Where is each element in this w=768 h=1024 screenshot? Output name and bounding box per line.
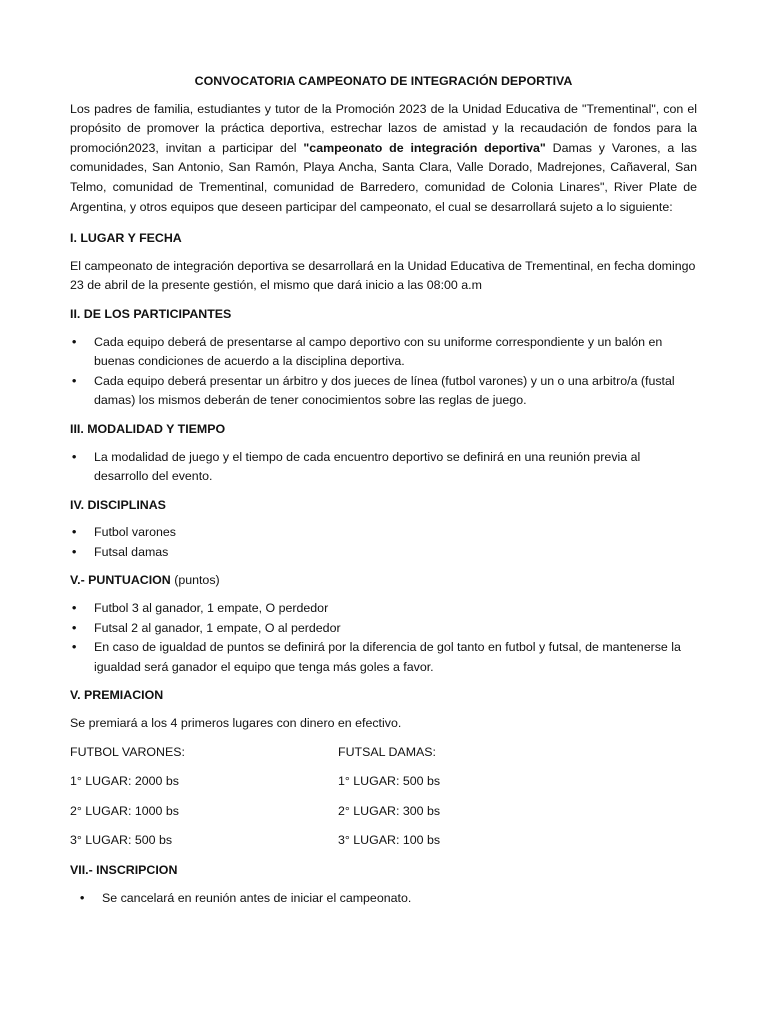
- list-item: • Futsal 2 al ganador, 1 empate, O al perdedor: [70, 619, 697, 639]
- list-item: • Futbol 3 al ganador, 1 empate, O perdedor: [70, 599, 697, 619]
- futbol-varones-header: FUTBOL VARONES:: [70, 744, 185, 759]
- list-item: • Se cancelará en reunión antes de iniciar el campeonato.: [70, 889, 697, 909]
- section-heading-disciplinas: IV. DISCIPLINAS: [70, 497, 166, 512]
- list-item: • Cada equipo deberá presentar un árbitro y dos jueces de línea (futbol varones) y un o una arbitro/a (fustal damas) los mismos deberán de tener conocimientos sobre las reglas de juego.: [70, 372, 697, 411]
- list-item: • Futsal damas: [70, 543, 697, 563]
- futbol-prize: 3° LUGAR: 500 bs: [70, 833, 173, 848]
- puntuacion-heading-text: V.- PUNTUACION: [70, 573, 171, 588]
- section-heading-premiacion: V. PREMIACION: [70, 688, 164, 703]
- futsal-prize: 1° LUGAR: 500 bs: [338, 774, 441, 789]
- premiacion-text: Se premiará a los 4 primeros lugares con dinero en efectivo.: [70, 716, 402, 731]
- prize-header-row: [70, 743, 697, 763]
- section-heading-lugar-fecha: I. LUGAR Y FECHA: [70, 231, 182, 246]
- inscripcion-list: [70, 889, 697, 909]
- futsal-prize: 3° LUGAR: 100 bs: [338, 833, 441, 848]
- modalidad-list: [70, 448, 697, 487]
- puntuacion-heading-sub: (puntos): [170, 573, 220, 588]
- futsal-damas-header: FUTSAL DAMAS:: [338, 744, 436, 759]
- prize-row: [70, 772, 697, 792]
- section-text-lugar-fecha: El campeonato de integración deportiva se desarrollará en la Unidad Educativa de Trementinal, en fecha domingo 23 de abril de la presente gestión, el mismo que dará inicio a las 08:00 a.m: [70, 258, 696, 293]
- intro-text-end: Damas y Varones, a las comunidades, San Antonio, San Ramón, Playa Ancha, Santa Clara, Valle Dorado, Madrejones, Cañaveral, San Telmo, comunidad de Trementinal, comunidad de Barredero, comunidad de Colonia Linares", River Plate de Argentina, y otros equipos que deseen participar del campeonato, el cual se desarrollará sujeto a lo siguiente:: [70, 140, 697, 214]
- list-item: • Cada equipo deberá de presentarse al campo deportivo con su uniforme correspondiente y un balón en buenas condiciones de acuerdo a la disciplina deportiva.: [70, 333, 697, 372]
- intro-bold-phrase: "campeonato de integración deportiva": [303, 140, 546, 155]
- participantes-list: [70, 333, 697, 411]
- section-heading-puntuacion: [70, 571, 697, 591]
- futsal-prize: 2° LUGAR: 300 bs: [338, 803, 441, 818]
- section-heading-participantes: II. DE LOS PARTICIPANTES: [70, 306, 232, 321]
- prize-row: [70, 831, 697, 851]
- list-item: • En caso de igualdad de puntos se definirá por la diferencia de gol tanto en futbol y futsal, de mantenerse la igualdad será ganador el equipo que tenga más goles a favor.: [70, 638, 697, 677]
- list-item: • Futbol varones: [70, 523, 697, 543]
- prize-row: [70, 802, 697, 822]
- list-item: • La modalidad de juego y el tiempo de cada encuentro deportivo se definirá en una reunión previa al desarrollo del evento.: [70, 448, 697, 487]
- section-heading-modalidad: III. MODALIDAD Y TIEMPO: [70, 421, 226, 436]
- document-title: CONVOCATORIA CAMPEONATO DE INTEGRACIÓN DEPORTIVA: [194, 74, 573, 88]
- futbol-prize: 2° LUGAR: 1000 bs: [70, 803, 179, 818]
- disciplinas-list: [70, 523, 697, 562]
- futbol-prize: 1° LUGAR: 2000 bs: [70, 774, 179, 789]
- intro-text-start: Los padres de familia, estudiantes y tutor de la Promoción 2023 de la Unidad Educativa de "Trementinal", con el propósito de promover la práctica deportiva, estrechar lazos de amistad y la recaudación de fondos para la promoción2023, invitan a participar del: [70, 101, 697, 155]
- intro-paragraph: [70, 100, 697, 218]
- section-heading-inscripcion: VII.- INSCRIPCION: [70, 863, 178, 877]
- puntuacion-list: [70, 599, 697, 677]
